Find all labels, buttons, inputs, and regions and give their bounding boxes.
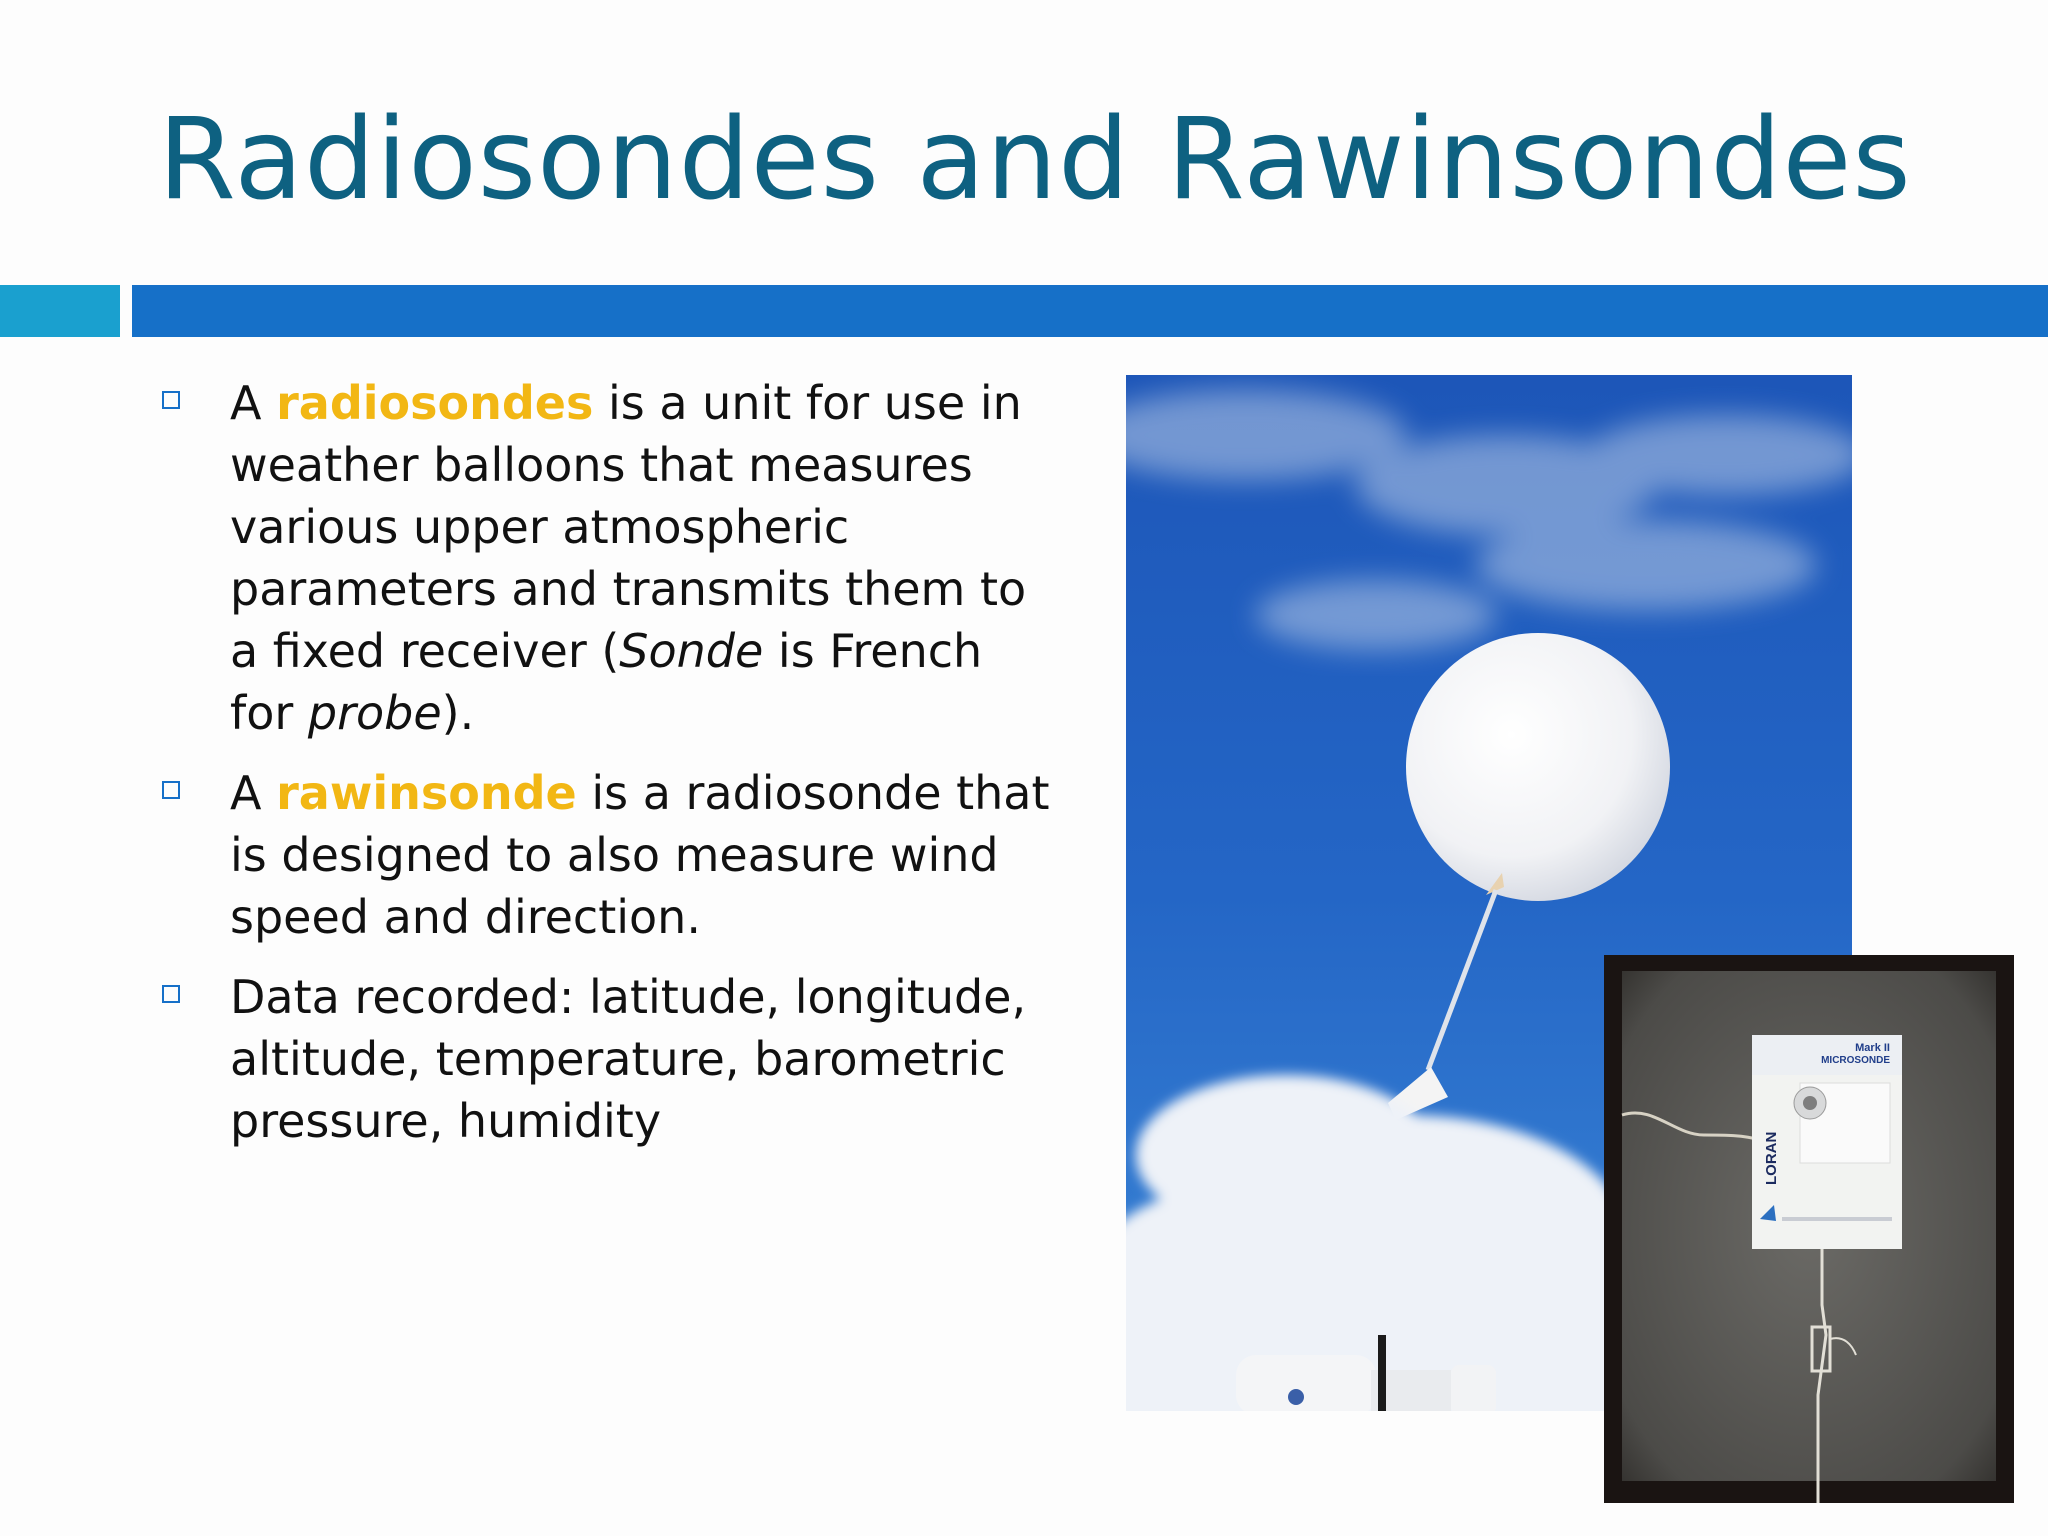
square-bullet-icon [162, 781, 180, 799]
device-product-label: MICROSONDE [1821, 1055, 1890, 1066]
bullet-rawinsonde [158, 762, 1058, 948]
square-bullet-icon [162, 985, 180, 1003]
microsonde-photo [1604, 955, 2014, 1503]
bullet-text: A [230, 376, 277, 430]
italic-term: probe [307, 686, 442, 740]
square-bullet-icon [162, 391, 180, 409]
italic-term: Sonde [619, 624, 764, 678]
bullet-radiosonde [158, 372, 1058, 744]
microsonde-image [1604, 955, 2014, 1503]
term-radiosondes: radiosondes [276, 376, 594, 430]
bullet-data-recorded [158, 966, 1058, 1152]
device-brand-label: Mark II [1855, 1042, 1890, 1054]
device-side-label: LORAN [1763, 1131, 1780, 1185]
term-rawinsonde: rawinsonde [276, 766, 577, 820]
slide-title: Radiosondes and Rawinsondes [158, 95, 1912, 225]
bullet-text: is a unit for use in weather balloons that measures various upper atmospheric parameters and transmits them to a fixed receiver ( [230, 376, 1027, 678]
bullet-text: is French for [230, 624, 983, 740]
title-divider-left [0, 285, 120, 337]
bullet-text: Data recorded: latitude, longitude, altitude, temperature, barometric pressure, humidity [230, 970, 1027, 1148]
bullet-list [158, 372, 1058, 1152]
bullet-text: is a radiosonde that is designed to also measure wind speed and direction. [230, 766, 1050, 944]
title-divider-right [132, 285, 2048, 337]
bullet-text: ). [441, 686, 475, 740]
bullet-text: A [230, 766, 277, 820]
